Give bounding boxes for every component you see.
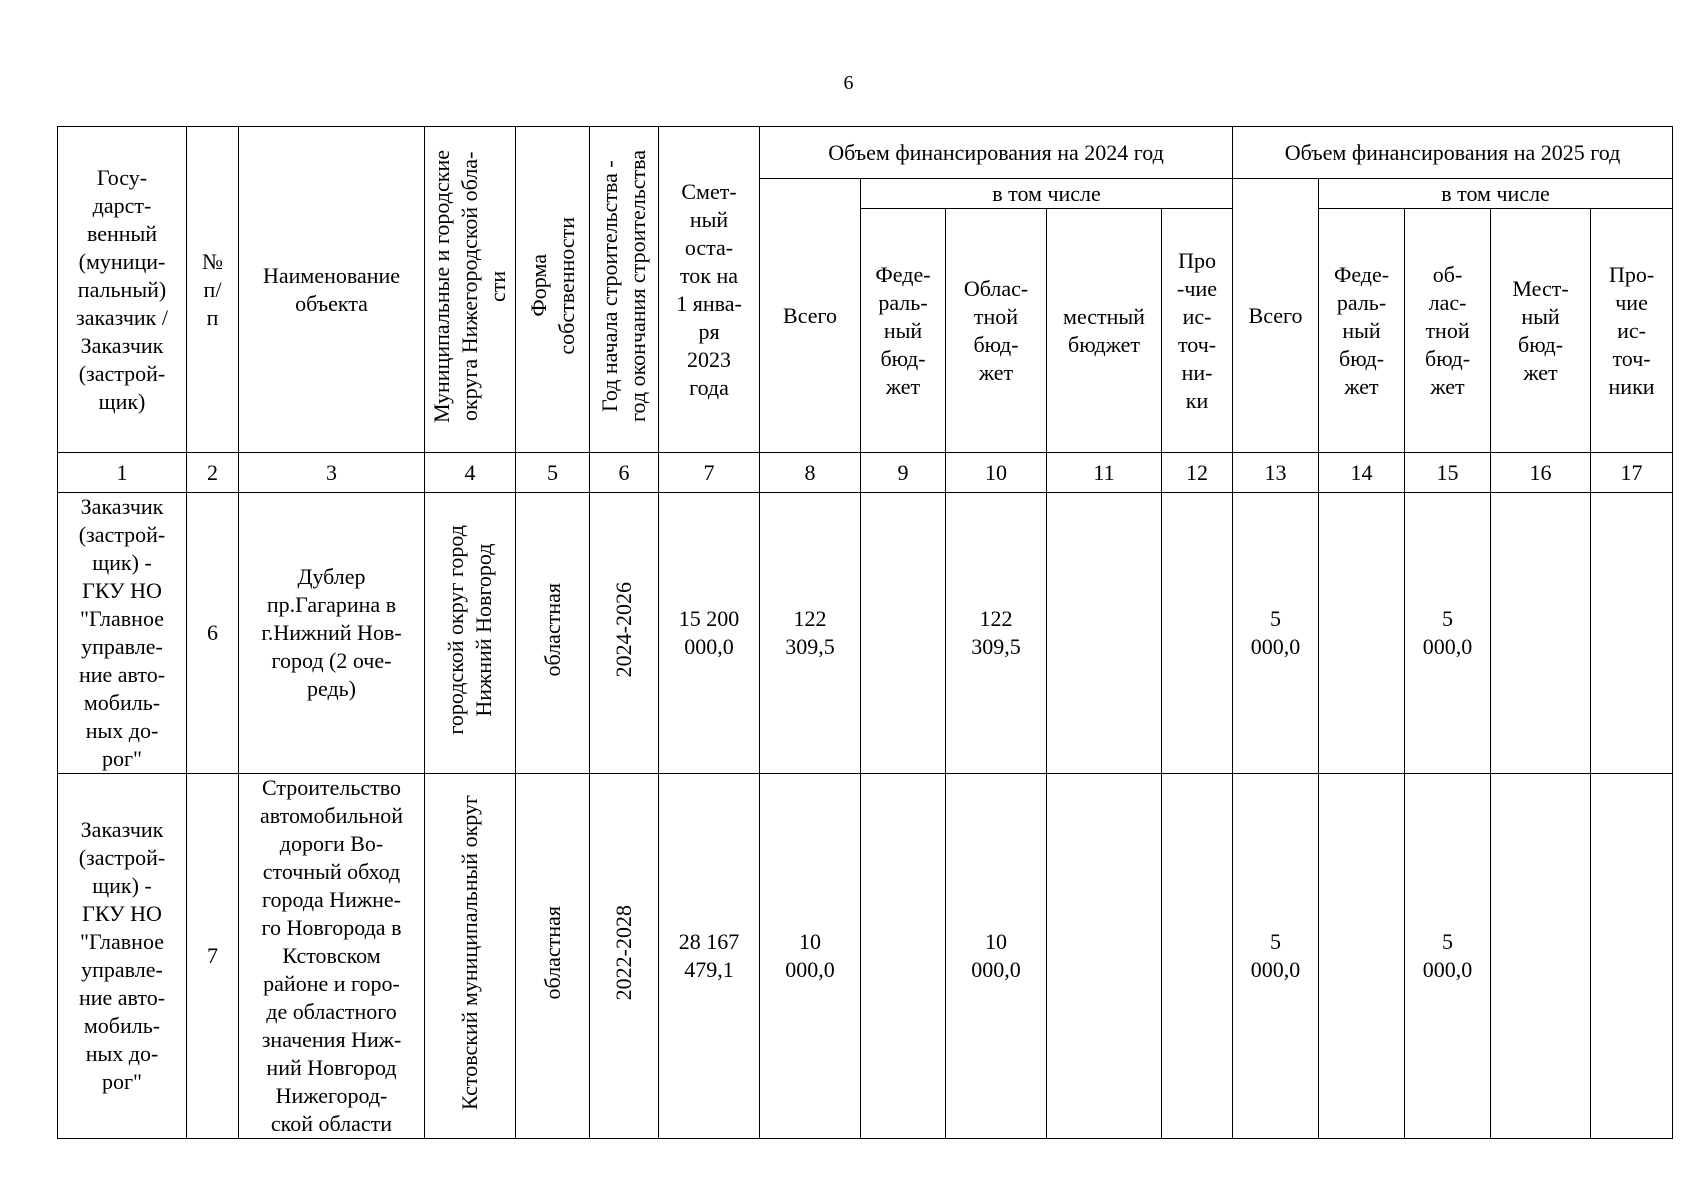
header-financing-2025: Объем финансирования на 2025 год [1233, 127, 1673, 179]
ownership-text: областная [539, 582, 565, 677]
header-municipality-cell [425, 127, 516, 453]
row-number-cell: 7 [187, 774, 239, 1139]
federal-2024-cell [861, 493, 946, 774]
header-local-2024: местный бюджет [1047, 209, 1162, 453]
total-2025-cell: 5 000,0 [1233, 774, 1319, 1139]
balance-cell: 28 167 479,1 [659, 774, 760, 1139]
regional-2024-cell: 122 309,5 [946, 493, 1047, 774]
local-2025-cell [1491, 774, 1591, 1139]
municipality-text: городской округ город Нижний Новгород [443, 524, 496, 735]
header-number: № п/ п [187, 127, 239, 453]
header-federal-2025: Феде- раль- ный бюд- жет [1319, 209, 1405, 453]
column-number: 17 [1591, 453, 1673, 493]
total-2024-cell: 10 000,0 [760, 774, 861, 1139]
customer-cell: Заказчик (застрой- щик) - ГКУ НО "Главное управле- ние авто- мобиль- ных до- рог" [58, 774, 187, 1139]
row-number-cell: 6 [187, 493, 239, 774]
header-customer: Госу- дарст- венный (муници- пальный) заказчик / Заказчик (застрой- щик) [58, 127, 187, 453]
column-number: 12 [1162, 453, 1233, 493]
local-2024-cell [1047, 493, 1162, 774]
municipality-text: Кстовский муниципальный округ [457, 795, 482, 1110]
header-including-2024: в том числе [861, 179, 1233, 209]
header-row-1 [58, 127, 1673, 179]
object-name-cell: Дублер пр.Гагарина в г.Нижний Нов- город (2 оче- редь) [239, 493, 425, 774]
header-ownership: Форма собственности [525, 217, 579, 355]
column-number: 11 [1047, 453, 1162, 493]
header-federal-2024: Феде- раль- ный бюд- жет [861, 209, 946, 453]
other-2024-cell [1162, 493, 1233, 774]
column-number: 10 [946, 453, 1047, 493]
ownership-cell [516, 774, 590, 1139]
customer-cell: Заказчик (застрой- щик) - ГКУ НО "Главное управле- ние авто- мобиль- ных до- рог" [58, 493, 187, 774]
column-numbers-row [58, 453, 1673, 493]
header-local-2025: Мест- ный бюд- жет [1491, 209, 1591, 453]
other-2024-cell [1162, 774, 1233, 1139]
column-number: 2 [187, 453, 239, 493]
federal-2025-cell [1319, 493, 1405, 774]
header-years-cell [590, 127, 659, 453]
table-row [58, 774, 1673, 1139]
header-other-2024: Про -чие ис- точ- ни- ки [1162, 209, 1233, 453]
header-including-2025: в том числе [1319, 179, 1673, 209]
column-number: 7 [659, 453, 760, 493]
other-2025-cell [1591, 774, 1673, 1139]
local-2024-cell [1047, 774, 1162, 1139]
local-2025-cell [1491, 493, 1591, 774]
header-object-name: Наименование объекта [239, 127, 425, 453]
header-total-2025: Всего [1233, 179, 1319, 453]
balance-cell: 15 200 000,0 [659, 493, 760, 774]
column-number: 1 [58, 453, 187, 493]
years-text: 2022-2028 [611, 904, 636, 1001]
years-text: 2024-2026 [611, 581, 636, 678]
ownership-cell [516, 493, 590, 774]
years-cell [590, 493, 659, 774]
header-ownership-cell [516, 127, 590, 453]
regional-2024-cell: 10 000,0 [946, 774, 1047, 1139]
federal-2024-cell [861, 774, 946, 1139]
column-number: 4 [425, 453, 516, 493]
column-number: 6 [590, 453, 659, 493]
column-number: 3 [239, 453, 425, 493]
column-number: 9 [861, 453, 946, 493]
column-number: 5 [516, 453, 590, 493]
total-2024-cell: 122 309,5 [760, 493, 861, 774]
municipality-cell [425, 493, 516, 774]
header-financing-2024: Объем финансирования на 2024 год [760, 127, 1233, 179]
federal-2025-cell [1319, 774, 1405, 1139]
regional-2025-cell: 5 000,0 [1405, 493, 1491, 774]
financing-table [57, 126, 1673, 1139]
header-years: Год начала строительства - год окончания строительства [597, 150, 650, 422]
total-2025-cell: 5 000,0 [1233, 493, 1319, 774]
column-number: 13 [1233, 453, 1319, 493]
table-row [58, 493, 1673, 774]
header-municipality: Муниципальные и городские округа Нижегородской обла- сти [429, 149, 510, 423]
municipality-cell [425, 774, 516, 1139]
page-number: 6 [843, 72, 854, 94]
years-cell [590, 774, 659, 1139]
regional-2025-cell: 5 000,0 [1405, 774, 1491, 1139]
column-number: 15 [1405, 453, 1491, 493]
header-regional-2025: об- лас- тной бюд- жет [1405, 209, 1491, 453]
column-number: 16 [1491, 453, 1591, 493]
header-other-2025: Про- чие ис- точ- ники [1591, 209, 1673, 453]
header-total-2024: Всего [760, 179, 861, 453]
object-name-cell: Строительство автомобильной дороги Во- сточный обход города Нижне- го Новгорода в Кстовском районе и горо- де областного значения Ниж- ний Новгород Нижегород- ской области [239, 774, 425, 1139]
other-2025-cell [1591, 493, 1673, 774]
column-number: 8 [760, 453, 861, 493]
ownership-text: областная [539, 905, 565, 1000]
header-regional-2024: Облас- тной бюд- жет [946, 209, 1047, 453]
header-balance: Смет- ный оста- ток на 1 янва- ря 2023 года [659, 127, 760, 453]
column-number: 14 [1319, 453, 1405, 493]
